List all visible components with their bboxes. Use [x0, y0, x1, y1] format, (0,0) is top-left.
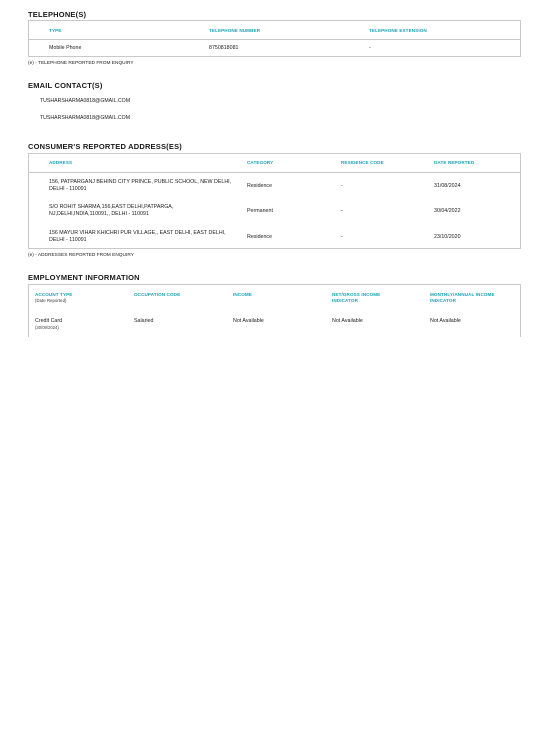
employment-occupation: Salaried: [134, 318, 154, 324]
employment-header-date-reported: (Date Reported): [35, 297, 67, 303]
address-category: Residence: [247, 234, 273, 240]
email-item: TUSHARSHARMA0818@GMAIL.COM: [40, 98, 131, 104]
address-text: 156, PATPARGANJ BEHIND CITY PRINCE, PUBLIC SCHOOL, NEW DELHI, DELHI - 110091: [49, 179, 232, 192]
telephones-header-number: TELEPHONE NUMBER: [209, 28, 261, 33]
employment-account-type: [35, 318, 62, 331]
address-text: S/O ROHIT SHARMA,156,EAST DELHI,PATPARGA, NJ,DELHI,INDIA,110091,, DELHI - 110091: [49, 204, 174, 217]
telephones-header-divider: [29, 39, 520, 40]
telephones-table: [28, 20, 521, 57]
address-residence-code: -: [341, 208, 343, 214]
address-date: 23/10/2020: [434, 234, 461, 240]
employment-header-net-gross: NET/GROSS INCOME INDICATOR: [332, 292, 381, 303]
employment-header-account-type: [35, 292, 72, 303]
employment-account-type-value: Credit Card: [35, 318, 63, 324]
address-residence-code: -: [341, 234, 343, 240]
telephone-extension: -: [369, 45, 371, 51]
addresses-header-divider: [29, 172, 520, 173]
address-category: Residence: [247, 183, 273, 189]
employment-title: EMPLOYMENT INFORMATION: [28, 273, 140, 282]
address-date: 30/04/2022: [434, 208, 461, 214]
address-text: 156 MAYUR VIHAR KHICHRI PUR VILLAGE,, EAST DELHI, EAST DELHI, DELHI - 110091: [49, 230, 226, 243]
employment-income: Not Available: [233, 318, 264, 324]
email-item: TUSHARSHARMA0818@GMAIL.COM: [40, 115, 131, 121]
employment-header-income: INCOME: [233, 292, 252, 297]
telephone-number: 8750818081: [209, 45, 239, 51]
address-category: Permanent: [247, 208, 273, 214]
addresses-title: CONSUMER'S REPORTED ADDRESS(ES): [28, 142, 182, 151]
addresses-header-residence-code: RESIDENCE CODE: [341, 160, 384, 165]
telephones-title: TELEPHONE(S): [28, 10, 87, 19]
employment-date-reported: (30/09/2024): [35, 324, 59, 330]
addresses-note: (e) - ADDRESSES REPORTED FROM ENQUIRY: [28, 253, 134, 258]
addresses-header-address: ADDRESS: [49, 160, 73, 165]
addresses-header-date: DATE REPORTED: [434, 160, 475, 165]
employment-header-monthly-annual: MONTHLY/ANNUAL INCOME INDICATOR: [430, 292, 495, 303]
addresses-header-category: CATEGORY: [247, 160, 274, 165]
employment-monthly-annual: Not Available: [430, 318, 461, 324]
address-residence-code: -: [341, 183, 343, 189]
emails-title: EMAIL CONTACT(S): [28, 81, 103, 90]
employment-net-gross: Not Available: [332, 318, 363, 324]
telephones-header-extension: TELEPHONE EXTENSION: [369, 28, 427, 33]
employment-header-occupation: OCCUPATION CODE: [134, 292, 181, 297]
telephones-header-type: TYPE: [49, 28, 62, 33]
telephone-type: Mobile Phone: [49, 45, 82, 51]
address-date: 31/08/2024: [434, 183, 461, 189]
telephones-note: (e) - TELEPHONE REPORTED FROM ENQUIRY: [28, 61, 134, 66]
employment-header-account-type-label: ACCOUNT TYPE: [35, 292, 73, 297]
addresses-table: [28, 153, 521, 249]
employment-table: [28, 284, 521, 337]
